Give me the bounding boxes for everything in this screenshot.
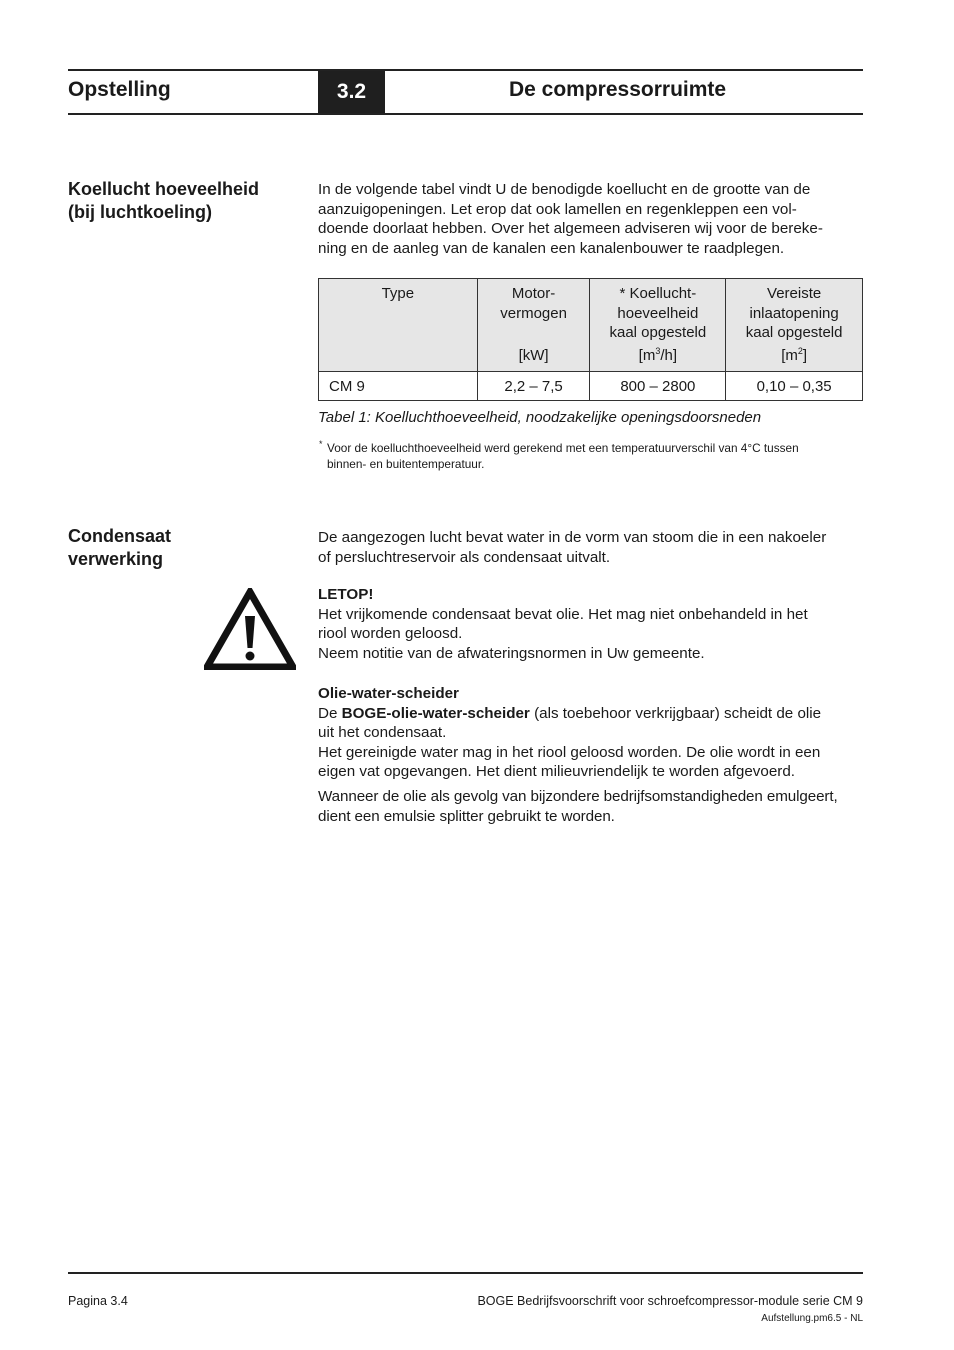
warning-line: riool worden geloosd.	[318, 625, 463, 643]
table-header-row	[319, 279, 863, 372]
intro-line: ning en de aanleg van de kanalen een kanalenbouwer te raadplegen.	[318, 239, 785, 257]
footer-rule	[68, 1272, 863, 1274]
table-cell: CM 9	[319, 372, 478, 401]
condensate-heading-line1: Condensaat	[68, 526, 172, 546]
separator-title: Olie-water-scheider	[318, 685, 459, 702]
header-label: inlaatopening	[749, 304, 839, 322]
header-cell-type	[319, 279, 478, 372]
warning-block	[318, 585, 864, 663]
footnote-line: binnen- en buitentemperatuur.	[327, 457, 485, 471]
table-cell: 2,2 – 7,5	[477, 372, 590, 401]
condensate-heading	[68, 525, 298, 571]
warning-title: LETOP!	[318, 586, 374, 603]
cooling-air-heading	[68, 178, 298, 224]
header-label: Type	[381, 285, 415, 302]
section-number-badge: 3.2	[318, 71, 385, 113]
chapter-title: Opstelling	[68, 78, 171, 101]
section-title: De compressorruimte	[509, 78, 727, 101]
condensate-heading-line2: verwerking	[68, 549, 164, 569]
separator-line: eigen vat opgevangen. Het dient milieuvriendelijk te worden afgevoerd.	[318, 763, 796, 781]
manual-title: BOGE Bedrijfsvoorschrift voor schroefcompressor-module serie CM 9	[477, 1294, 863, 1308]
intro-line: doende doorlaat hebben. Over het algemeen adviseren wij voor de bereke-	[318, 220, 823, 238]
header-cell-cooling-air	[590, 279, 726, 372]
table-caption: Tabel 1: Koelluchthoeveelheid, noodzakelijke openingsdoorsneden	[318, 409, 762, 426]
header-label: hoeveelheid	[617, 304, 699, 322]
intro-line: In de volgende tabel vindt U de benodigde koellucht en de grootte van de	[318, 181, 811, 198]
separator-line: Het gereinigde water mag in het riool geloosd worden. De olie wordt in een	[318, 743, 821, 761]
cooling-air-intro	[318, 180, 864, 258]
emulsion-line: dient een emulsie splitter gebruikt te worden.	[318, 807, 615, 825]
warning-line: Neem notitie van de afwateringsnormen in Uw gemeente.	[318, 644, 705, 662]
intro-line: of persluchtreservoir als condensaat uitvalt.	[318, 548, 611, 566]
header-cell-motor-power	[477, 279, 590, 372]
footnote-line: Voor de koelluchthoeveelheid werd gerekend met een temperatuurverschil van 4°C tussen	[327, 441, 799, 455]
table-cell: 800 – 2800	[590, 372, 726, 401]
emulsion-block	[318, 787, 864, 826]
header-unit: $[m^2]$	[781, 346, 808, 364]
emulsion-line: Wanneer de olie als gevolg van bijzondere bedrijfsomstandigheden emulgeert,	[318, 788, 838, 805]
header-label: vermogen	[500, 304, 567, 322]
header-label: kaal opgesteld	[609, 324, 707, 342]
header-bottom-rule	[68, 113, 863, 115]
file-reference: Aufstellung.pm6.5 - NL	[761, 1313, 863, 1324]
header-label: Motor-	[511, 285, 556, 302]
warning-triangle-icon	[204, 588, 296, 670]
separator-line: De BOGE-olie-water-scheider (als toebehoor verkrijgbaar) scheidt de olie	[318, 704, 822, 722]
intro-line: De aangezogen lucht bevat water in de vorm van stoom die in een nakoeler	[318, 529, 827, 546]
header-top-rule	[68, 69, 863, 71]
condensate-intro	[318, 528, 864, 567]
header-cell-inlet-opening	[726, 279, 863, 372]
header-unit: $[m^3/h]$	[638, 346, 678, 364]
page-number: Pagina 3.4	[68, 1294, 128, 1308]
header-label: * Koellucht-	[619, 285, 697, 302]
table-row	[319, 372, 863, 401]
footnote-mark: *	[319, 439, 323, 449]
header-label: kaal opgesteld	[745, 324, 843, 342]
header-unit: [kW]	[518, 347, 549, 364]
warning-line: Het vrijkomende condensaat bevat olie. Het mag niet onbehandeld in het	[318, 605, 808, 623]
table-footnote	[327, 440, 857, 472]
separator-line: uit het condensaat.	[318, 724, 447, 742]
boge-product-name: BOGE-olie-water-scheider	[341, 704, 530, 722]
table-cell: 0,10 – 0,35	[726, 372, 863, 401]
cooling-air-heading-line1: Koellucht hoeveelheid	[68, 179, 260, 199]
separator-block	[318, 684, 864, 782]
cooling-air-heading-line2: (bij luchtkoeling)	[68, 202, 212, 222]
header-label: Vereiste	[767, 285, 822, 302]
cooling-air-table	[318, 278, 863, 401]
intro-line: aanzuigopeningen. Let erop dat ook lamellen en regenkleppen een vol-	[318, 200, 797, 218]
